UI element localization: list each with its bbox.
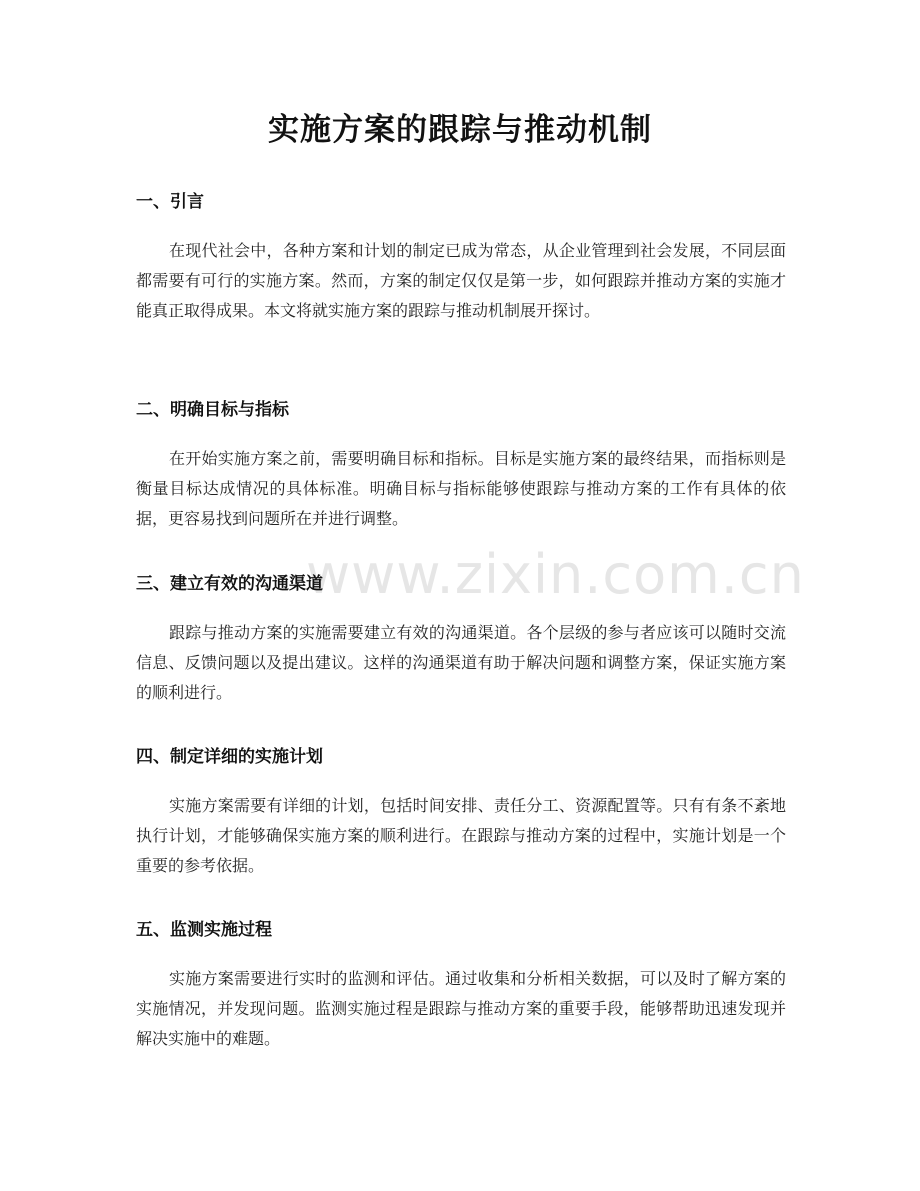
section-implementation-plan [136,745,786,881]
section-heading: 一、引言 [136,192,204,212]
section-heading: 四、制定详细的实施计划 [136,747,323,767]
watermark: www.zixin.com.cn [306,543,805,606]
page-title: 实施方案的跟踪与推动机制 [268,112,652,148]
section-paragraph: 跟踪与推动方案的实施需要建立有效的沟通渠道。各个层级的参与者应该可以随时交流信息、反馈问题以及提出建议。这样的沟通渠道有助于解决问题和调整方案，保证实施方案的顺利进行。 [136,623,786,702]
section-paragraph: 实施方案需要有详细的计划，包括时间安排、责任分工、资源配置等。只有有条不紊地执行计划，才能够确保实施方案的顺利进行。在跟踪与推动方案的过程中，实施计划是一个重要的参考依据。 [136,796,786,875]
section-introduction [136,190,786,326]
section-heading: 二、明确目标与指标 [136,400,289,420]
section-heading: 三、建立有效的沟通渠道 [136,574,323,594]
section-communication-channels [136,572,786,708]
section-paragraph: 实施方案需要进行实时的监测和评估。通过收集和分析相关数据，可以及时了解方案的实施情况，并发现问题。监测实施过程是跟踪与推动方案的重要手段，能够帮助迅速发现并解决实施中的难题。 [136,969,786,1048]
section-paragraph: 在开始实施方案之前，需要明确目标和指标。目标是实施方案的最终结果，而指标则是衡量目标达成情况的具体标准。明确目标与指标能够使跟踪与推动方案的工作有具体的依据，更容易找到问题所在并进行调整。 [136,449,786,528]
section-heading: 五、监测实施过程 [136,920,272,940]
section-paragraph: 在现代社会中，各种方案和计划的制定已成为常态，从企业管理到社会发展，不同层面都需要有可行的实施方案。然而，方案的制定仅仅是第一步，如何跟踪并推动方案的实施才能真正取得成果。本文将就实施方案的跟踪与推动机制展开探讨。 [136,241,786,320]
section-goals-and-indicators [136,398,786,534]
section-monitoring-process [136,918,786,1054]
